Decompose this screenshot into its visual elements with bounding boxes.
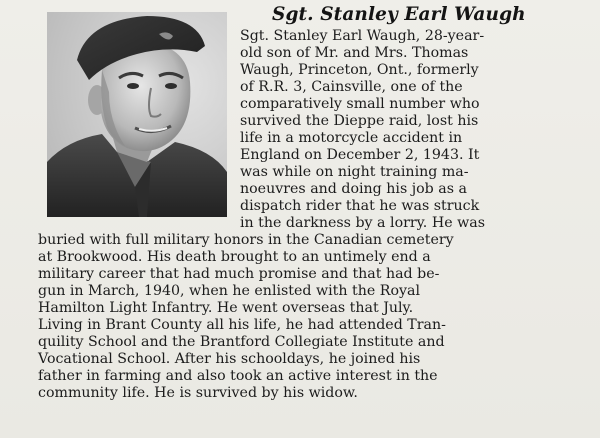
body-line: dispatch rider that he was struck — [240, 198, 480, 214]
body-line: community life. He is survived by his widow. — [38, 385, 358, 401]
body-line: Sgt. Stanley Earl Waugh, 28-year- — [240, 28, 485, 44]
body-line: gun in March, 1940, when he enlisted with the Royal — [38, 283, 421, 299]
portrait-photo — [47, 12, 227, 217]
article-title: Sgt. Stanley Earl Waugh — [272, 4, 526, 25]
body-line: comparatively small number who — [240, 96, 480, 112]
body-line: life in a motorcycle accident in — [240, 130, 463, 146]
body-line: Living in Brant County all his life, he had attended Tran- — [38, 317, 446, 333]
body-line: buried with full military honors in the Canadian cemetery — [38, 232, 454, 248]
body-line: noeuvres and doing his job as a — [240, 181, 467, 197]
body-line: Waugh, Princeton, Ont., formerly — [240, 62, 479, 78]
body-line: old son of Mr. and Mrs. Thomas — [240, 45, 469, 61]
body-line: quility School and the Brantford Collegiate Institute and — [38, 334, 445, 350]
body-line: military career that had much promise and that had be- — [38, 266, 440, 282]
body-line: in the darkness by a lorry. He was — [240, 215, 485, 231]
body-line: survived the Dieppe raid, lost his — [240, 113, 479, 129]
body-line: Vocational School. After his schooldays, he joined his — [38, 351, 421, 367]
body-line: father in farming and also took an active interest in the — [38, 368, 438, 384]
portrait-image — [47, 12, 227, 217]
body-line: England on December 2, 1943. It — [240, 147, 480, 163]
body-line: at Brookwood. His death brought to an untimely end a — [38, 249, 431, 265]
body-line: was while on night training ma- — [240, 164, 469, 180]
body-line: Hamilton Light Infantry. He went overseas that July. — [38, 300, 414, 316]
body-line: of R.R. 3, Cainsville, one of the — [240, 79, 463, 95]
